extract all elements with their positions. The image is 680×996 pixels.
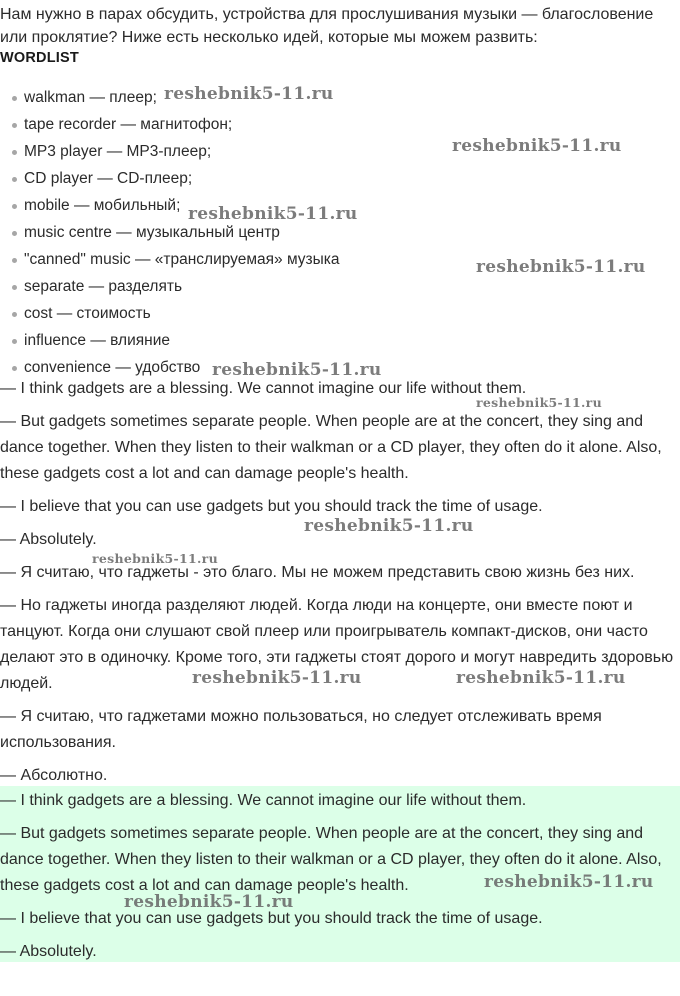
bullet-icon — [12, 285, 17, 290]
bullet-icon — [12, 231, 17, 236]
bullet-icon — [12, 123, 17, 128]
watermark: reshebnik5-11.ru — [476, 257, 646, 277]
bullet-icon — [12, 96, 17, 101]
dialogue-line-ru: — Но гаджеты иногда разделяют людей. Когда люди на концерте, они вместе поют и танцуют. Когда они слушают свой плеер или проигрыватель компакт-дисков, они часто делают это в одиночку. Кроме того, эти гаджеты стоят дорого и могут навредить здоровью людей. — [0, 597, 674, 692]
dialogue-line-en-repeat: — But gadgets sometimes separate people. When people are at the concert, they sing and dance together. When they listen to their walkman or a CD player, they often do it alone. Also, these gadgets cost a lot and can damage people's health. — [0, 825, 662, 894]
watermark: reshebnik5-11.ru — [456, 668, 626, 688]
dialogue-line-ru: — Абсолютно. — [0, 767, 108, 784]
intro-text: Нам нужно в парах обсудить, устройства для прослушивания музыки — благословение или проклятие? Ниже есть несколько идей, которые мы можем развить: — [0, 6, 654, 46]
wordlist-item — [0, 273, 340, 300]
dialogue-line-en-repeat: — I believe that you can use gadgets but you should track the time of usage. — [0, 910, 543, 927]
wordlist-title: WORDLIST — [0, 50, 79, 66]
wordlist — [0, 84, 340, 381]
dialogue-line-ru: — Я считаю, что гаджетами можно пользоваться, но следует отслеживать время использования. — [0, 708, 602, 751]
wordlist-item-text: mobile — мобильный; — [24, 197, 181, 214]
watermark: reshebnik5-11.ru — [484, 872, 654, 892]
wordlist-item-text: walkman — плеер; — [24, 89, 157, 106]
dialogue-line-en: — But gadgets sometimes separate people. When people are at the concert, they sing and dance together. When they listen to their walkman or a CD player, they often do it alone. Also, these gadgets cost a lot and can damage people's health. — [0, 413, 662, 482]
bullet-icon — [12, 177, 17, 182]
wordlist-item-text: cost — стоимость — [24, 305, 151, 322]
wordlist-item — [0, 138, 340, 165]
wordlist-item-text: convenience — удобство — [24, 359, 201, 376]
wordlist-item-text: CD player — CD-плеер; — [24, 170, 193, 187]
bullet-icon — [12, 204, 17, 209]
wordlist-item-text: "canned" music — «транслируемая» музыка — [24, 251, 340, 268]
dialogue-line-en-repeat: — Absolutely. — [0, 943, 97, 960]
wordlist-item — [0, 111, 340, 138]
watermark: reshebnik5-11.ru — [212, 360, 382, 380]
wordlist-item-text: MP3 player — MP3-плеер; — [24, 143, 212, 160]
watermark: reshebnik5-11.ru — [192, 668, 362, 688]
bullet-icon — [12, 366, 17, 371]
wordlist-item — [0, 300, 340, 327]
wordlist-item-text: influence — влияние — [24, 332, 170, 349]
wordlist-item — [0, 327, 340, 354]
wordlist-item — [0, 246, 340, 273]
bullet-icon — [12, 150, 17, 155]
dialogue-line-en: — Absolutely. — [0, 531, 97, 548]
wordlist-item-text: separate — разделять — [24, 278, 183, 295]
dialogue-line-en-repeat: — I think gadgets are a blessing. We cannot imagine our life without them. — [0, 792, 527, 809]
watermark: reshebnik5-11.ru — [452, 136, 622, 156]
watermark: reshebnik5-11.ru — [476, 395, 602, 410]
bullet-icon — [12, 339, 17, 344]
wordlist-item-text: tape recorder — магнитофон; — [24, 116, 233, 133]
watermark: reshebnik5-11.ru — [124, 892, 294, 912]
dialogue-line-en: — I think gadgets are a blessing. We cannot imagine our life without them. — [0, 380, 527, 397]
watermark: reshebnik5-11.ru — [188, 204, 358, 224]
dialogue-line-ru: — Я считаю, что гаджеты - это благо. Мы не можем представить свою жизнь без них. — [0, 564, 635, 581]
dialogue-line-en: — I believe that you can use gadgets but you should track the time of usage. — [0, 498, 543, 515]
watermark: reshebnik5-11.ru — [164, 84, 334, 104]
watermark: reshebnik5-11.ru — [304, 516, 474, 536]
bullet-icon — [12, 258, 17, 263]
wordlist-item — [0, 165, 340, 192]
wordlist-item-text: music centre — музыкальный центр — [24, 224, 280, 241]
bullet-icon — [12, 312, 17, 317]
watermark: reshebnik5-11.ru — [92, 551, 218, 566]
